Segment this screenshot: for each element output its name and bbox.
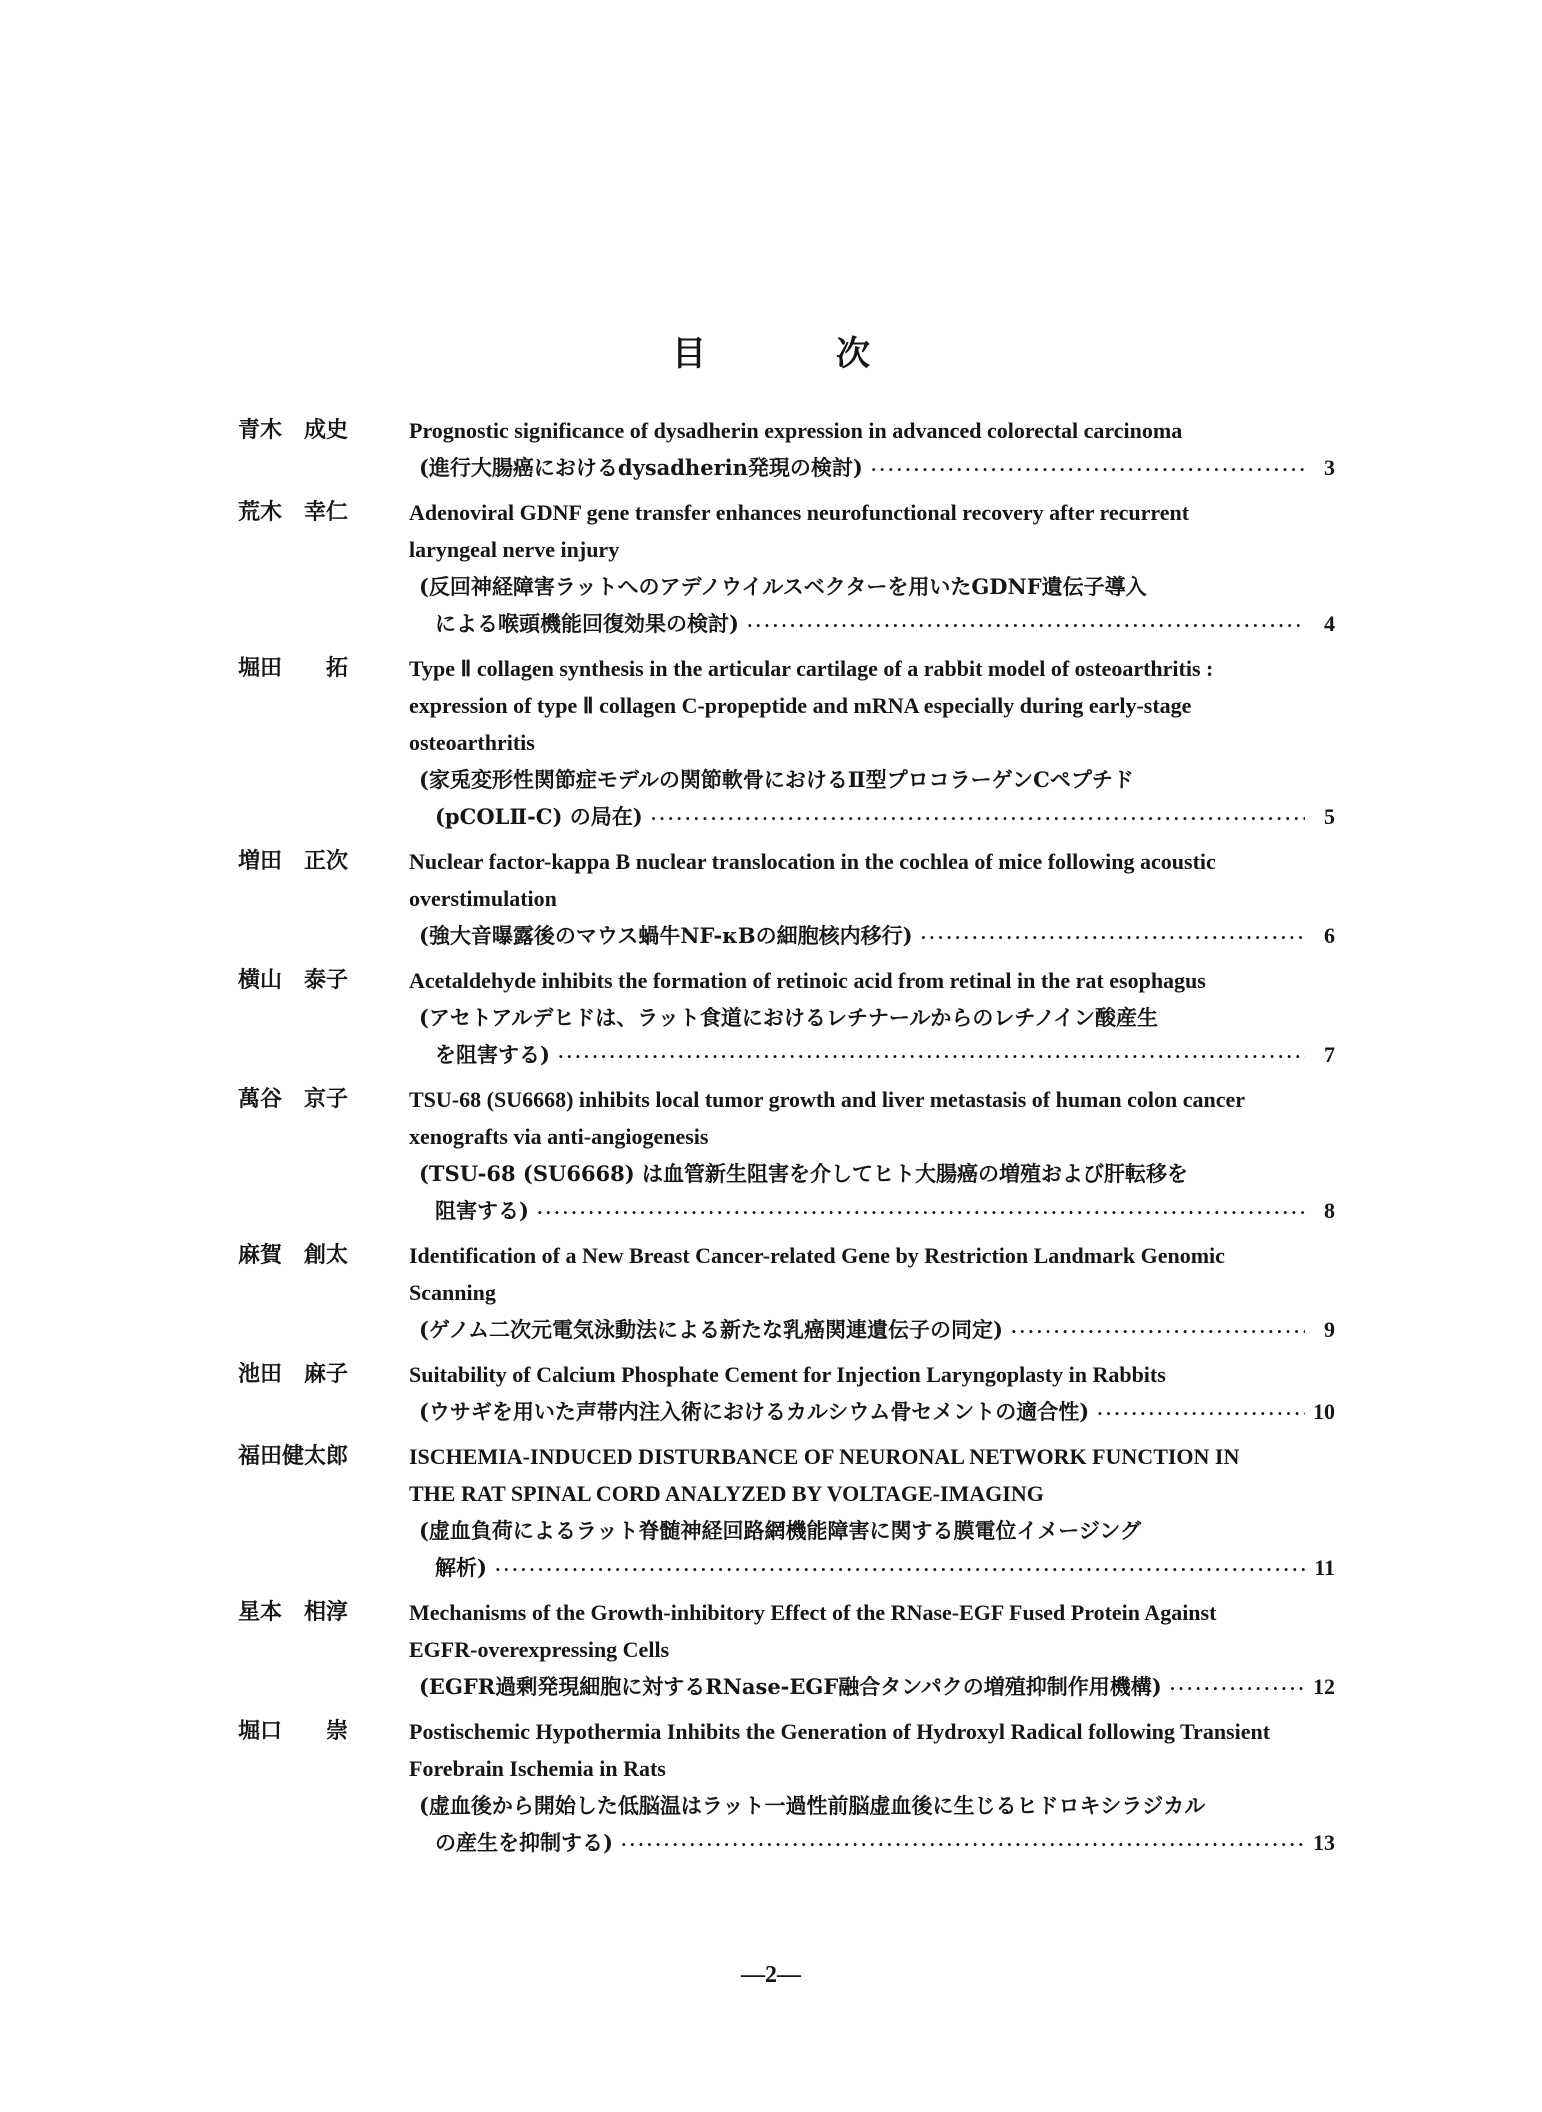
english-title-line: Suitability of Calcium Phosphate Cement for Injection Laryngoplasty in Rabbits xyxy=(409,1362,1166,1387)
japanese-title-line xyxy=(409,1824,1335,1863)
entry-page-number: 5 xyxy=(1324,804,1335,829)
page-number: ―2― xyxy=(741,1962,801,1988)
english-title-line: Type Ⅱ collagen synthesis in the articular cartilage of a rabbit model of osteoarthritis : xyxy=(409,656,1214,681)
toc-entry xyxy=(0,1594,1542,1707)
english-title-line: Prognostic significance of dysadherin expression in advanced colorectal carcinoma xyxy=(409,418,1183,443)
japanese-title-text: (ゲノム二次元電気泳動法による新たな乳癌関連遺伝子の同定) xyxy=(419,1317,1003,1342)
japanese-title-line xyxy=(409,1036,1335,1075)
japanese-title-text: (強大音曝露後のマウス蝸牛NF-κBの細胞核内移行) xyxy=(419,923,913,948)
japanese-title-line xyxy=(409,1192,1335,1231)
english-title-line: TSU-68 (SU6668) inhibits local tumor growth and liver metastasis of human colon cancer xyxy=(409,1087,1246,1112)
toc-entry xyxy=(0,843,1542,956)
entry-page-number: 7 xyxy=(1324,1042,1335,1067)
english-title-line: overstimulation xyxy=(409,886,557,911)
entry-page-number: 3 xyxy=(1324,455,1335,480)
japanese-title-line xyxy=(409,1311,1335,1350)
english-title-line: THE RAT SPINAL CORD ANALYZED BY VOLTAGE-IMAGING xyxy=(409,1481,1044,1506)
dot-leader xyxy=(1097,1395,1305,1432)
english-title-line: Nuclear factor-kappa B nuclear translocation in the cochlea of mice following acoustic xyxy=(409,849,1216,874)
japanese-title-line: (アセトアルデヒドは、ラット食道におけるレチナールからのレチノイン酸産生 xyxy=(419,1005,1159,1030)
japanese-title-line: (虚血負荷によるラット脊髄神経回路網機能障害に関する膜電位イメージング xyxy=(419,1518,1141,1543)
entry-page-number: 6 xyxy=(1324,923,1335,948)
english-title-line: Forebrain Ischemia in Rats xyxy=(409,1756,666,1781)
entry-titles xyxy=(409,1237,1335,1350)
japanese-title-text: による喉頭機能回復効果の検討) xyxy=(435,611,739,636)
entry-titles xyxy=(409,494,1335,644)
english-title-line: EGFR-overexpressing Cells xyxy=(409,1637,670,1662)
japanese-title-text: (pCOLⅡ-C) の局在) xyxy=(435,804,643,829)
english-title-line: Scanning xyxy=(409,1280,496,1305)
dot-leader xyxy=(558,1038,1305,1075)
english-title-line: ISCHEMIA-INDUCED DISTURBANCE OF NEURONAL NETWORK FUNCTION IN xyxy=(409,1444,1240,1469)
entry-page-number: 4 xyxy=(1324,611,1335,636)
entry-titles xyxy=(409,962,1335,1075)
dot-leader xyxy=(651,800,1305,837)
toc-entry xyxy=(0,1081,1542,1231)
entry-page-number: 13 xyxy=(1313,1830,1335,1855)
dot-leader xyxy=(621,1826,1305,1863)
author-name: 青木 成史 xyxy=(238,417,349,443)
toc-entry xyxy=(0,1713,1542,1863)
author-name: 堀口 崇 xyxy=(238,1718,349,1744)
entry-titles xyxy=(409,650,1335,837)
entry-page-number: 10 xyxy=(1313,1399,1335,1424)
japanese-title-line xyxy=(409,449,1335,488)
entry-titles xyxy=(409,1438,1335,1588)
author-name: 荒木 幸仁 xyxy=(238,499,349,525)
japanese-title-text: (進行大腸癌におけるdysadherin発現の検討) xyxy=(419,455,863,480)
author-name: 堀田 拓 xyxy=(238,655,349,681)
entry-titles xyxy=(409,843,1335,956)
entry-page-number: 12 xyxy=(1313,1674,1335,1699)
author-name: 星本 相淳 xyxy=(238,1599,349,1625)
toc-entry xyxy=(0,412,1542,488)
japanese-title-line: (反回神経障害ラットへのアデノウイルスベクターを用いたGDNF遺伝子導入 xyxy=(419,574,1147,599)
english-title-line: laryngeal nerve injury xyxy=(409,537,620,562)
dot-leader xyxy=(1170,1670,1305,1707)
english-title-line: osteoarthritis xyxy=(409,730,535,755)
japanese-title-text: (EGFR過剰発現細胞に対するRNase-EGF融合タンパクの増殖抑制作用機構) xyxy=(419,1674,1162,1699)
japanese-title-line xyxy=(409,1668,1335,1707)
japanese-title-line xyxy=(409,605,1335,644)
dot-leader xyxy=(537,1194,1305,1231)
japanese-title-text: 阻害する) xyxy=(435,1198,529,1223)
japanese-title-text: の産生を抑制する) xyxy=(435,1830,613,1855)
toc-entry xyxy=(0,1438,1542,1588)
english-title-line: expression of type Ⅱ collagen C-propeptide and mRNA especially during early-stage xyxy=(409,693,1192,718)
entry-titles xyxy=(409,412,1335,488)
entry-page-number: 11 xyxy=(1314,1555,1335,1580)
author-name: 横山 泰子 xyxy=(238,967,349,993)
author-name: 池田 麻子 xyxy=(238,1361,349,1387)
japanese-title-text: (ウサギを用いた声帯内注入術におけるカルシウム骨セメントの適合性) xyxy=(419,1399,1090,1424)
japanese-title-line xyxy=(409,798,1335,837)
toc-entry xyxy=(0,1356,1542,1432)
entry-titles xyxy=(409,1713,1335,1863)
author-name: 福田健太郎 xyxy=(238,1443,349,1469)
entry-page-number: 8 xyxy=(1324,1198,1335,1223)
english-title-line: Adenoviral GDNF gene transfer enhances neurofunctional recovery after recurrent xyxy=(409,500,1190,525)
entry-titles xyxy=(409,1081,1335,1231)
english-title-line: Acetaldehyde inhibits the formation of retinoic acid from retinal in the rat esophagus xyxy=(409,968,1206,993)
japanese-title-line: (TSU-68 (SU6668) は血管新生阻害を介してヒト大腸癌の増殖および肝転移を xyxy=(419,1161,1189,1186)
japanese-title-line xyxy=(409,1393,1335,1432)
dot-leader xyxy=(1011,1313,1305,1350)
toc-entry xyxy=(0,494,1542,644)
page-title: 目 次 xyxy=(672,334,918,374)
english-title-line: Postischemic Hypothermia Inhibits the Generation of Hydroxyl Radical following Transient xyxy=(409,1719,1271,1744)
japanese-title-line: (虚血後から開始した低脳温はラット一過性前脳虚血後に生じるヒドロキシラジカル xyxy=(419,1793,1206,1818)
entry-page-number: 9 xyxy=(1324,1317,1335,1342)
english-title-line: xenografts via anti-angiogenesis xyxy=(409,1124,709,1149)
entry-titles xyxy=(409,1356,1335,1432)
dot-leader xyxy=(747,607,1305,644)
japanese-title-line xyxy=(409,1549,1335,1588)
toc-entry xyxy=(0,650,1542,837)
dot-leader xyxy=(921,919,1305,956)
dot-leader xyxy=(495,1551,1305,1588)
author-name: 麻賀 創太 xyxy=(238,1242,349,1268)
author-name: 萬谷 京子 xyxy=(238,1086,349,1112)
english-title-line: Identification of a New Breast Cancer-related Gene by Restriction Landmark Genomic xyxy=(409,1243,1225,1268)
english-title-line: Mechanisms of the Growth-inhibitory Effect of the RNase-EGF Fused Protein Against xyxy=(409,1600,1217,1625)
entry-titles xyxy=(409,1594,1335,1707)
dot-leader xyxy=(871,451,1305,488)
toc-entry xyxy=(0,962,1542,1075)
japanese-title-text: を阻害する) xyxy=(435,1042,550,1067)
japanese-title-line xyxy=(409,917,1335,956)
table-of-contents xyxy=(0,412,1542,1869)
japanese-title-text: 解析) xyxy=(435,1555,487,1580)
author-name: 増田 正次 xyxy=(238,848,349,874)
japanese-title-line: (家兎変形性関節症モデルの関節軟骨におけるⅡ型プロコラーゲンCペプチド xyxy=(419,767,1134,792)
toc-entry xyxy=(0,1237,1542,1350)
